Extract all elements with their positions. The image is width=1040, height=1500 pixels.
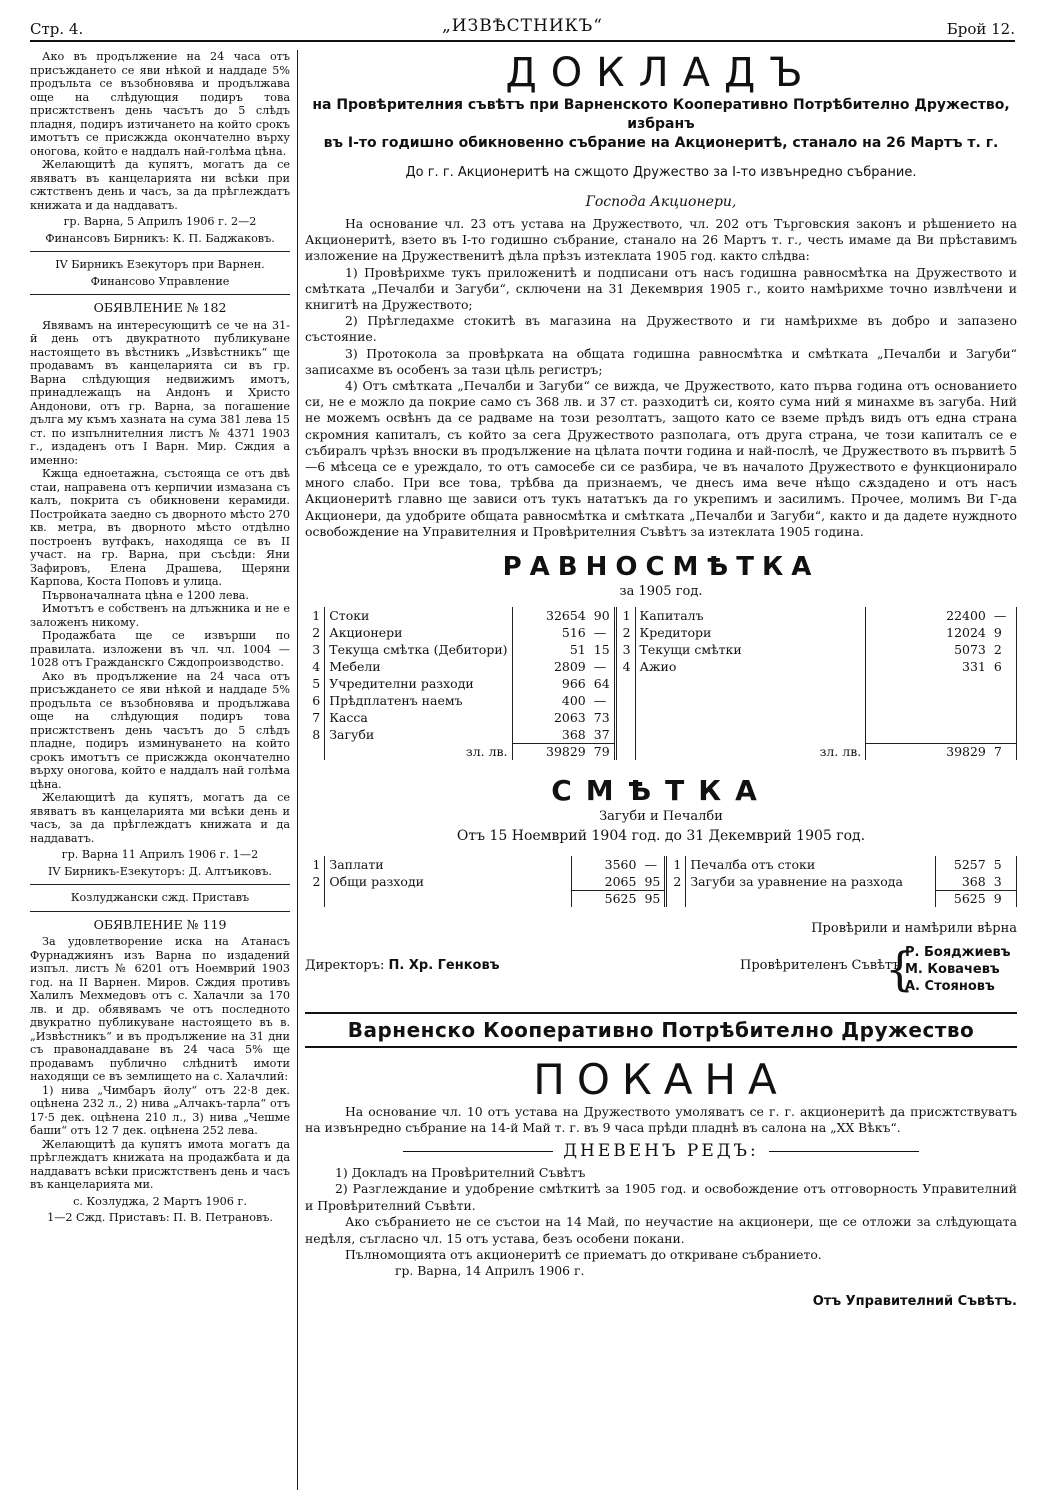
signature: Финансовъ Бирникъ: К. П. Баджаковъ.: [45, 231, 275, 245]
amount-stotinki: [990, 726, 1017, 743]
total-label: [325, 890, 571, 907]
signature: IV Бирникъ-Езекуторъ: Д. Алтъиковъ.: [48, 864, 272, 878]
amount-leva: 5073: [866, 641, 990, 658]
total-stotinki: 7: [990, 743, 1017, 760]
amount-stotinki: 90: [590, 607, 615, 624]
report-subtitle: на Провѣрителния съвѣтъ при Варненското Кооперативно Потрѣбително Дружество, избранъ: [312, 97, 1010, 132]
paragraph: Ако въ продължение на 24 часа отъ присъждането се яви нѣкой и наддаде 5% продъльта се възобновява и продължава още на слѣдующия подиръ това присжтственъ день часътъ до 5 слѣдъ пладне, подиръ изминуването на който срокъ имотътъ се присжжда окончателно върху оногова, който е наддалъ най голѣма цѣна.: [30, 669, 290, 791]
date-line: гр. Варна, 5 Априлъ 1906 г. 2—2: [63, 215, 257, 228]
amount-stotinki: —: [640, 856, 665, 873]
paragraph: На основание чл. 23 отъ устава на Дружеството, чл. 202 отъ Търговския законъ и рѣшението на Акционеритѣ, взето въ I-то годишно събрание, станало на 26 Мартъ т. г., честь имаме да Ви прѣставимъ изложение на Дружественитѣ дѣла прѣзъ изтеклата 1905 год. както слѣдва:: [305, 216, 1017, 264]
table-row: [305, 607, 1017, 624]
organization-banner: Варненско Кооперативно Потрѣбително Дружество: [305, 1012, 1017, 1048]
table-cell: [666, 890, 686, 907]
council-member: М. Ковачевъ: [905, 962, 1000, 978]
amount-stotinki: —: [590, 692, 615, 709]
report-title: ДОКЛАДЪ: [505, 50, 817, 96]
issue-number: Брой 12.: [946, 20, 1015, 38]
paragraph: Желающитѣ да купятъ, могатъ да се явяватъ въ канцеларията ми всѣки день и часъ, за да прѣглеждатъ книжата и да наддаватъ.: [30, 791, 290, 845]
amount-leva: 2809: [512, 658, 590, 675]
total-leva: 39829: [866, 743, 990, 760]
divider: [30, 884, 290, 885]
account-name: [635, 709, 866, 726]
table-cell: [305, 890, 325, 907]
amount-stotinki: 6: [990, 658, 1017, 675]
table-cell: [615, 743, 635, 760]
amount-leva: 32654: [512, 607, 590, 624]
amount-stotinki: 5: [990, 856, 1017, 873]
newspaper-title: „ИЗВѢСТНИКЪ“: [441, 16, 603, 36]
agenda-item: 1) Докладъ на Провѣрителний Съвѣтъ: [335, 1164, 586, 1180]
report-subtitle: въ I-то годишно обикновенно събрание на Акционеритѣ, станало на 26 Мартъ т. г.: [323, 135, 999, 151]
amount-leva: 331: [866, 658, 990, 675]
amount-leva: 368: [935, 873, 990, 890]
director-line: [305, 958, 500, 973]
page-number: Стр. 4.: [30, 20, 84, 38]
account-name: Заплати: [329, 857, 384, 873]
director-name: П. Хр. Генковъ: [388, 958, 500, 974]
brace: {: [885, 942, 915, 997]
account-name: Загуби: [329, 727, 375, 743]
date-line: с. Козлуджа, 2 Мартъ 1906 г.: [73, 1194, 247, 1208]
amount-leva: 400: [512, 692, 590, 709]
paragraph: Имотътъ е собственъ на длъжника и не е заложенъ никому.: [30, 602, 290, 629]
row-number: [615, 692, 635, 709]
total-stotinki: 9: [990, 890, 1017, 907]
paragraph: Явявамъ на интересующитѣ се че на 31-й день отъ двукратното публикуване настоящето въ вѣстникъ „Извѣстникъ“ ще продавамъ въ канцеларията си въ гр. Варна слѣдующия недвижимъ имотъ, принадлежащъ на Андонъ и Христо Андонови, отъ гр. Варна, за погашение дълга му къмъ хазната на сума 381 лева 15 ст. по изпълнителния листъ № 4371 1903 г., издаденъ отъ I Варн. Мир. Сждия а именно:: [30, 318, 290, 467]
rule: [403, 1151, 553, 1152]
amount-leva: 966: [512, 675, 590, 692]
total-label: [686, 890, 935, 907]
row-number: 2: [666, 873, 686, 890]
amount-leva: [866, 726, 990, 743]
table-row: [305, 675, 1017, 692]
paragraph: Продажбата ще се извърши по правилата. изложени въ чл. чл. 1004 — 1028 отъ Гражданскго Сждопроизводство.: [30, 629, 290, 669]
total-leva: 5625: [571, 890, 640, 907]
account-name: Текущи смѣтки: [639, 642, 742, 658]
row-number: [615, 675, 635, 692]
account-period: Отъ 15 Ноемврий 1904 год. до 31 Декемврий 1905 год.: [456, 828, 866, 845]
amount-stotinki: —: [590, 624, 615, 641]
office-line: Финансово Управление: [90, 274, 230, 288]
amount-stotinki: —: [990, 607, 1017, 624]
amount-leva: [866, 675, 990, 692]
amount-stotinki: 95: [640, 873, 665, 890]
director-label: Директоръ:: [305, 958, 385, 974]
account-name: Загуби за уравнение на разхода: [690, 874, 903, 890]
row-number: [615, 726, 635, 743]
office-line: Козлуджански сжд. Приставъ: [70, 891, 250, 904]
row-number: 1: [615, 607, 635, 624]
account-name: Учредителни разходи: [329, 676, 474, 692]
row-number: 1: [666, 856, 686, 873]
council-names: [905, 944, 1011, 995]
row-number: 5: [305, 675, 325, 692]
total-row: [305, 890, 1017, 907]
row-number: 2: [305, 873, 325, 890]
row-number: 6: [305, 692, 325, 709]
amount-leva: 22400: [866, 607, 990, 624]
paragraph: 1) Провѣрихме тукъ приложенитѣ и подписани отъ насъ годишна равносмѣтка на Дружеството и смѣтката „Печалби и Загуби“, сключени на 31 Декемврия 1905 г., които намѣрихме точно извлѣчени и книгитѣ на Дружеството;: [305, 264, 1017, 313]
signatures-block: [305, 944, 1017, 1004]
row-number: 2: [305, 624, 325, 641]
account-name: Прѣдплатенъ наемъ: [329, 693, 463, 709]
agenda-label: ДНЕВЕНЪ РЕДЪ:: [563, 1140, 759, 1161]
agenda-item: 2) Разглеждание и удобрение смѣткитѣ за 1905 год. и освобождение отъ отговорность Управителний и Провѣрителний Съвѣти.: [305, 1181, 1017, 1213]
account-subtitle: Загуби и Печалби: [599, 809, 723, 825]
amount-stotinki: [990, 675, 1017, 692]
left-column: [30, 50, 290, 1490]
table-row: [305, 709, 1017, 726]
office-line: IV Бирникъ Езекуторъ при Варнен.: [55, 258, 265, 271]
council-label: Провѣрителенъ Съвѣтъ: [740, 958, 901, 974]
amount-leva: 12024: [866, 624, 990, 641]
table-row: [305, 692, 1017, 709]
from-board: Отъ Управителний Съвѣтъ.: [812, 1293, 1017, 1309]
account-name: [635, 692, 866, 709]
amount-leva: 51: [512, 641, 590, 658]
account-table: [305, 856, 1017, 907]
account-name: Капиталъ: [639, 608, 704, 624]
total-stotinki: 79: [590, 743, 615, 760]
table-row: [305, 641, 1017, 658]
amount-stotinki: 9: [990, 624, 1017, 641]
row-number: 4: [615, 658, 635, 675]
date-line: гр. Варна, 14 Априлъ 1906 г.: [395, 1263, 585, 1279]
amount-leva: 2065: [571, 873, 640, 890]
table-row: [305, 873, 1017, 890]
account-name: [635, 675, 866, 692]
account-name: Общи разходи: [329, 874, 424, 890]
row-number: 3: [615, 641, 635, 658]
salutation: Господа Акционери,: [585, 194, 737, 210]
council-member: Р. Бояджиевъ: [905, 945, 1011, 961]
paragraph: 4) Отъ смѣтката „Печалби и Загуби“ се вижда, че Дружеството, като първа година отъ основанието си, не е можло да покрие само съ 368 лв. и 37 ст. разходитѣ си, която сума ний я минахме въ загуба. Ний не можемъ освѣнъ да се радваме на този резолтатъ, защото като се вземе прѣдъ видъ отъ една страна скромния капиталъ, съ който за сега Дружеството разполага, отъ друга страна, че този капиталъ се е събиралъ чрѣзъ вноски въ продължение на цѣлата почти година и най-послѣ, че Дружеството въ първитѣ 5—6 мѣсеца се е уреждало, то отъ самосебе си се разбира, че въ началото Дружеството е функционирало много слабо. При все това, трѣбва да признаемъ, че днесъ има вече нѣщо сѫздадено и отъ насъ Акционеритѣ главно ще зависи отъ тукъ нататъкъ да го укрепимъ и засилимъ. Прочее, молимъ Ви Г-да Акционери, да удобрите общата равносмѣтка и смѣтката „Печалби и Загуби“, както и да дадете нуждното освобождение на Управителния и Провѣрителния Съвѣтъ за изтеклата 1905 година.: [305, 378, 1017, 539]
row-number: 7: [305, 709, 325, 726]
row-number: 1: [305, 856, 325, 873]
paragraph: На основание чл. 10 отъ устава на Дружеството умоляватъ се г. г. акционеритѣ да присжтствуватъ на извънредно събрание на 14-й Май т. г. въ 9 часа прѣди пладнѣ въ салона на „XX Вѣкъ“.: [305, 1104, 1017, 1136]
amount-stotinki: 2: [990, 641, 1017, 658]
table-row: [305, 658, 1017, 675]
total-stotinki: 95: [640, 890, 665, 907]
row-number: 2: [615, 624, 635, 641]
row-number: [615, 709, 635, 726]
paragraph: 3) Протокола за провѣрката на общата годишна равносмѣтка и смѣтката „Печалби и Загуби“ записахме въ особенъ за тази цѣль регистръ;: [305, 345, 1017, 377]
page-header: [30, 14, 1015, 42]
table-row: [305, 624, 1017, 641]
balance-year: за 1905 год.: [619, 584, 703, 600]
total-leva: 39829: [512, 743, 590, 760]
row-number: 3: [305, 641, 325, 658]
row-number: 8: [305, 726, 325, 743]
amount-leva: [866, 709, 990, 726]
account-name: Печалба отъ стоки: [690, 857, 816, 873]
table-row: [305, 856, 1017, 873]
paragraph: Ако събранието не се състои на 14 Май, по неучастие на акционери, ще се отложи за слѣдующата недѣля, съгласно чл. 15 отъ устава, безъ особени покани.: [305, 1214, 1017, 1246]
amount-stotinki: [990, 709, 1017, 726]
amount-stotinki: [990, 692, 1017, 709]
account-name: Мебели: [329, 659, 381, 675]
paragraph: Желающитѣ да купятъ имота могатъ да прѣглеждатъ книжата на продажбата и да наддаватъ всѣки присжтственъ день и часъ въ канцеларията ми.: [30, 1137, 290, 1191]
column-divider: [297, 50, 298, 1490]
balance-title: РАВНОСМѢТКА: [502, 552, 820, 583]
paragraph: Ако въ продължение на 24 часа отъ присъждането се яви нѣкой и наддаде 5% продъльта се възобновява и продължава още на слѣдующия подиръ това присжтственъ день часътъ до 5 слѣдъ пладня, подиръ изтичането на който срокъ имотътъ се присжжда окончателно върху оногова, който е наддалъ най-голѣма цѣна.: [30, 50, 290, 158]
amount-leva: 368: [512, 726, 590, 743]
paragraph: Кжща едноетажна, състояща се отъ двѣ стаи, направена отъ керпичии измазана съ калъ, покрита съ обикновени керамиди. Постройката заедно съ дворното мѣсто 270 кв. метра, въ дворното мѣсто отдѣлно построенъ вутфакъ, находяща се въ II участ. на гр. Варна, при съсѣди: Яни Зафировъ, Елена Драшева, Щеряни Карпова, Коста Поповъ и улица.: [30, 467, 290, 588]
row-number: 1: [305, 607, 325, 624]
amount-leva: [866, 692, 990, 709]
amount-stotinki: 3: [990, 873, 1017, 890]
verified-note: Провѣрили и намѣрили вѣрна: [811, 921, 1017, 937]
total-row: [305, 743, 1017, 760]
notice-title: ОБЯВЛЕНИЕ № 182: [93, 300, 227, 315]
account-name: Текуща смѣтка (Дебитори): [329, 642, 508, 658]
divider: [30, 251, 290, 252]
divider: [30, 911, 290, 912]
date-line: гр. Варна 11 Априлъ 1906 г. 1—2: [61, 848, 259, 861]
account-name: Ажио: [639, 659, 677, 675]
total-label: зл. лв.: [819, 744, 862, 760]
paragraph: 1) нива „Чимбаръ йолу“ отъ 22·8 дек. оцѣнена 232 л., 2) нива „Алчакъ-тарла“ отъ 17·5 дек. оцѣнена 210 л., 3) нива „Чешме баши“ отъ 12 7 дек. оцѣнена 252 лева.: [30, 1083, 290, 1137]
paragraph: 2) Прѣгледахме стокитѣ въ магазина на Дружеството и ги намѣрихме въ добро и запазено състояние.: [305, 313, 1017, 345]
invitation-title: ПОКАНА: [533, 1055, 789, 1105]
table-row: [305, 726, 1017, 743]
addressee: До г. г. Акционеритѣ на сжщото Дружество за I-то извънредно събрание.: [405, 165, 917, 180]
paragraph: Желающитѣ да купятъ, могатъ да се явяватъ въ канцеларията ни всѣки при сжтственъ день и часъ, за да прѣглеждатъ книжата и да наддаватъ.: [30, 158, 290, 212]
account-name: Стоки: [329, 608, 370, 624]
paragraph: Пълномощията отъ акционеритѣ се приематъ до откриване събранието.: [345, 1246, 822, 1262]
paragraph: Първоначалната цѣна е 1200 лева.: [42, 588, 249, 602]
balance-table: [305, 607, 1017, 760]
total-leva: 5625: [935, 890, 990, 907]
invitation-body: [305, 1104, 1017, 1280]
rule: [769, 1151, 919, 1152]
row-number: 4: [305, 658, 325, 675]
amount-leva: 5257: [935, 856, 990, 873]
amount-stotinki: 37: [590, 726, 615, 743]
account-name: [635, 726, 866, 743]
account-name: Акционери: [329, 625, 403, 641]
amount-leva: 2063: [512, 709, 590, 726]
council-member: А. Стояновъ: [905, 979, 995, 995]
paragraph: За удовлетворение иска на Атанасъ Фурнаджиянъ изъ Варна по издадений изпъл. листъ № 6201 отъ Ноемврий 1903 год. на II Варнен. Миров. Сждия противъ Халилъ Мехмедовъ отъ с. Халачли за 170 лв. и др. обявявамъ че отъ последното двукратно публикуване настоящето въ в. „Извѣстникъ“ и въ продължение на 31 дни съ правонаддаване въ 24 часа 5% ще продавамъ публично слѣднитѣ имоти находящи се въ землището на с. Халачлий:: [30, 935, 290, 1083]
amount-leva: 516: [512, 624, 590, 641]
account-title: СМѢТКА: [551, 774, 771, 808]
signature: 1—2 Сжд. Приставъ: П. В. Петрановъ.: [47, 1211, 273, 1224]
account-name: Кредитори: [639, 625, 712, 641]
right-column: [305, 50, 1017, 1490]
total-label: зл. лв.: [465, 744, 508, 760]
amount-stotinki: 73: [590, 709, 615, 726]
divider: [30, 294, 290, 295]
report-body: [305, 216, 1017, 540]
account-name: Касса: [329, 710, 368, 726]
amount-stotinki: 15: [590, 641, 615, 658]
amount-stotinki: —: [590, 658, 615, 675]
agenda-title: [305, 1141, 1017, 1161]
amount-stotinki: 64: [590, 675, 615, 692]
amount-leva: 3560: [571, 856, 640, 873]
table-cell: [305, 743, 325, 760]
notice-title: ОБЯВЛЕНИЕ № 119: [93, 916, 227, 932]
